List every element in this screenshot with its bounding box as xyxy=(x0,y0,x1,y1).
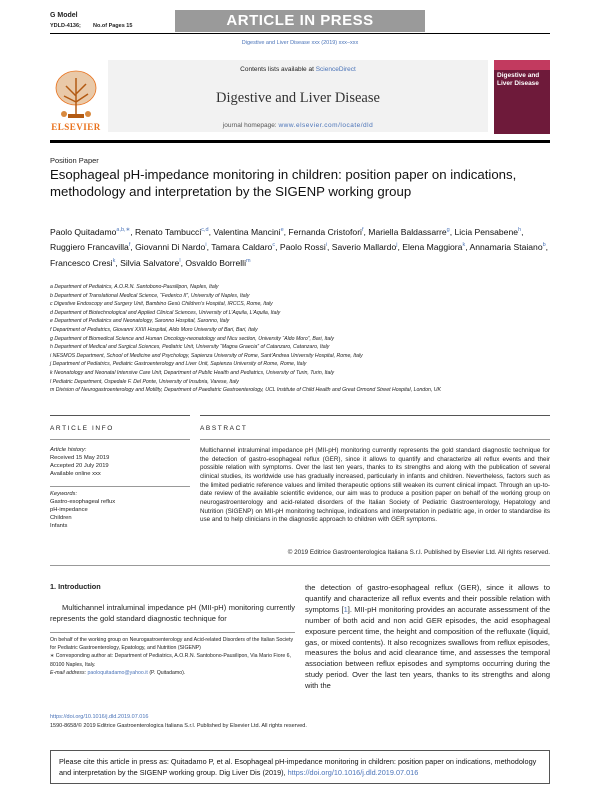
author-name[interactable]: Silvia Salvatore xyxy=(120,257,180,268)
citation-link[interactable]: 1 xyxy=(343,604,348,614)
affiliation: e Department of Pediatrics and Neonatology, Saronno Hospital, Saronno, Italy xyxy=(50,318,230,325)
author-separator: , xyxy=(363,226,369,237)
author-list xyxy=(50,224,550,270)
author-affiliation-marker[interactable]: k xyxy=(462,242,466,249)
received-date: Received 15 May 2019 xyxy=(50,455,110,461)
journal-title: Digestive and Liver Disease xyxy=(216,90,380,106)
author-affiliation-marker[interactable]: f xyxy=(361,227,364,233)
author-name[interactable]: Renato Tambucci xyxy=(134,226,202,237)
author-affiliation-marker[interactable]: a,b,∗ xyxy=(116,227,131,233)
author-affiliation-marker[interactable]: e xyxy=(280,227,284,233)
abstract-top-rule xyxy=(200,415,550,416)
author-separator: , xyxy=(130,242,136,253)
author-affiliation-marker[interactable]: j xyxy=(396,242,398,249)
article-info-heading: ARTICLE INFO xyxy=(50,425,114,432)
author-separator: , xyxy=(545,242,549,253)
keyword: pH-impedance xyxy=(50,507,88,513)
top-divider xyxy=(50,33,550,34)
author-name[interactable]: Paolo Rossi xyxy=(279,242,326,253)
homepage-line xyxy=(108,122,488,129)
affiliation: f Department of Pediatrics, Giovanni XXIII Hospital, Aldo Moro University of Bari, Bari, Italy xyxy=(50,326,258,333)
author-name[interactable]: Paolo Quitadamo xyxy=(50,226,117,237)
article-type: Position Paper xyxy=(50,156,99,165)
elsevier-wordmark: ELSEVIER xyxy=(51,122,101,132)
accepted-date: Accepted 20 July 2019 xyxy=(50,463,109,469)
author-separator: , xyxy=(130,226,135,237)
introduction-column-1: Multichannel intraluminal impedance pH (MII-pH) monitoring currently represents the gold standard diagnostic technique for xyxy=(50,603,295,623)
working-group-note: On behalf of the working group on Neurogastroenterology and Acid-related Disorders of the Italian Society for Pediatric Gastroenterology, Epatology, and Nutrition (SIGENP) xyxy=(50,637,294,652)
author-affiliation-marker[interactable]: i xyxy=(325,242,327,249)
affiliation: h Department of Medical and Surgical Sciences, Pediatric Unit, University “Magna Graecia” of Catanzaro, Catanzaro, Italy xyxy=(50,344,330,351)
author-affiliation-marker[interactable]: c,d xyxy=(201,227,209,233)
affiliation: a Department of Pediatrics, A.O.R.N. Santobono-Pausilipon, Naples, Italy xyxy=(50,284,219,290)
article-id: YDLD-4136; xyxy=(50,23,81,29)
email-link[interactable]: paoloquitadamo@yahoo.it xyxy=(87,669,148,676)
author-affiliation-marker[interactable]: c xyxy=(272,242,276,249)
email-line xyxy=(50,669,295,677)
author-separator: , xyxy=(397,242,403,253)
author-separator: , xyxy=(206,242,212,253)
author-affiliation-marker[interactable]: k xyxy=(112,257,116,264)
author-separator: , xyxy=(449,226,455,237)
model-label: G Model xyxy=(50,12,78,19)
contents-line xyxy=(108,66,488,73)
abstract-mid-rule xyxy=(200,439,550,440)
online-date: Available online xxx xyxy=(50,471,101,477)
author-name[interactable]: Francesco Cresi xyxy=(50,257,113,268)
issn-line: 1590-8658/© 2019 Editrice Gastroenterologica Italiana S.r.l. Published by Elsevier Ltd. All rights reserved. xyxy=(50,723,307,729)
author-affiliation-marker[interactable]: g xyxy=(446,227,450,233)
keyword: Children xyxy=(50,515,72,521)
affiliation: l Pediatric Department, Ospedale F. Del Ponte, University of Insubria, Varese, Italy xyxy=(50,378,239,385)
keywords-rule xyxy=(50,486,190,487)
cover-title: Digestive and Liver Disease xyxy=(497,72,540,87)
citation-text: Please cite this article in press as: Quitadamo P, et al. Esophageal pH-impedance monitoring in children: position paper on indications, methodology and interpretation by the SIGENP working group. Dig Liver Dis (2019), xyxy=(59,757,537,777)
page-count: No.of Pages 15 xyxy=(93,23,133,29)
abstract-heading: ABSTRACT xyxy=(200,425,248,432)
journal-citation-line[interactable]: Digestive and Liver Disease xxx (2019) xxx–xxx xyxy=(241,40,359,46)
abstract-bottom-rule xyxy=(50,565,550,566)
author-affiliation-marker[interactable]: b xyxy=(542,242,546,249)
author-separator: , xyxy=(115,257,121,268)
homepage-link[interactable]: www.elsevier.com/locate/dld xyxy=(278,122,374,129)
author-name[interactable]: Giovanni Di Nardo xyxy=(135,242,206,253)
keyword: Infants xyxy=(50,523,68,529)
abstract-text: Multichannel intraluminal impedance pH (MII-pH) monitoring currently represents the gold standard diagnostic technique for the detection of gastro-esophageal reflux (GER), since it allows to quantify and characterize all reflux events and their possible relation with symptoms. Over the last ten years, thanks to its strengths and along with the publication of several clinical studies, its worldwide use has gradually increased, particularly in infants and children. Nevertheless, factors such as the limited pediatric reference values and limited therapeutic options still weaken its current clinical impact. Through an up-to-date review of the available scientific evidence, our aim was to produce a position paper on behalf of the working group on neurogastroenterology and acid-related disorders of the Italian Society of Pediatric Gastroenterology, Hepatology and Nutrition (SIGENP) on MII-pH monitoring technique, indications and interpretation in pediatric age, in order to standardise its use and to help clinicians in the diagnostic approach to children with GER symptoms. xyxy=(200,447,550,524)
abstract-copyright: © 2019 Editrice Gastroenterologica Italiana S.r.l. Published by Elsevier Ltd. All rights reserved. xyxy=(287,549,550,556)
cover-strip xyxy=(494,60,550,70)
author-affiliation-marker[interactable]: m xyxy=(246,257,251,264)
author-name[interactable]: Ruggiero Francavilla xyxy=(50,242,129,253)
author-separator: , xyxy=(180,257,186,268)
author-affiliation-marker[interactable]: f xyxy=(128,242,131,249)
affiliation: c Digestive Endoscopy and Surgery Unit, Bambino Gesù Children’s Hospital, IRCCS, Rome, Italy xyxy=(50,301,273,308)
doi-link[interactable]: https://doi.org/10.1016/j.dld.2019.07.016 xyxy=(50,714,149,720)
author-affiliation-marker[interactable]: l xyxy=(179,257,181,264)
author-name[interactable]: Saverio Mallardo xyxy=(331,242,397,253)
author-name[interactable]: Valentina Mancini xyxy=(213,226,281,237)
article-in-press-banner: ARTICLE IN PRESS xyxy=(175,10,425,32)
affiliation: d Department of Biotechnological and Applied Clinical Sciences, University of L’Aquila, L’Aquila, Italy xyxy=(50,309,281,316)
affiliation: i NESMOS Department, School of Medicine and Psychology, Sapienza University of Rome, Sant’Andrea University Hospital, Rome, Italy xyxy=(50,352,363,359)
info-mid-rule xyxy=(50,439,190,440)
history-label: Article history: xyxy=(50,447,87,453)
citation-doi-link[interactable]: https://doi.org/10.1016/j.dld.2019.07.016 xyxy=(287,768,419,777)
email-suffix: (P. Quitadamo). xyxy=(149,669,186,676)
affiliation-list xyxy=(50,283,550,395)
header-divider xyxy=(50,140,550,143)
author-affiliation-marker[interactable]: h xyxy=(518,227,522,233)
intro-col2-text-b: ]. MII-pH monitoring provides an accurate assessment of the number of both acid and non acid GER episodes, the acid esophageal exposure percent time, the height and composition of the refluxate (liquid, gas, or mixed contents). It also recognizes swallows from reflux episodes, measures the bolus and acid clearance time, and assesses the temporal association between reflux episodes and symptoms occurring during the study period. Over the last ten years, thanks to its strengths and along with the xyxy=(305,604,550,691)
author-separator: , xyxy=(521,226,524,237)
keywords-block xyxy=(50,490,190,530)
author-affiliation-marker[interactable]: i xyxy=(205,242,207,249)
corresponding-author: ∗ Corresponding author at: Department of Pediatrics, A.O.R.N. Santobono-Pausilipon, Via Mario Fiore 6, 80100 Naples, Italy. xyxy=(50,653,291,668)
homepage-prefix: journal homepage: xyxy=(222,122,277,129)
sciencedirect-link[interactable]: ScienceDirect xyxy=(315,66,356,73)
author-name[interactable]: Fernanda Cristofori xyxy=(288,226,362,237)
affiliation: g Department of Biomedical Science and Human Oncology-neonatology and Nicu section, University “Aldo Moro”, Bari, Italy xyxy=(50,335,335,342)
affiliation: j Department of Pediatrics, Pediatric Gastroenterology and Liver Unit, Sapienza University of Rome, Rome, Italy xyxy=(50,361,307,368)
affiliation: k Neonatology and Neonatal Intensive Care Unit, Department of Public Health and Pediatrics, University of Turin, Turin, Italy xyxy=(50,369,335,376)
footnotes xyxy=(50,636,295,677)
author-name[interactable]: Tamara Caldaro xyxy=(211,242,273,253)
author-name[interactable]: Mariella Baldassarre xyxy=(368,226,447,237)
author-separator: , xyxy=(326,242,332,253)
intro-col2-text-a: the detection of gastro-esophageal reflux (GER), since it allows to quantify and characterize all reflux events and their possible relation with symptoms [ xyxy=(305,583,550,614)
author-separator: , xyxy=(208,226,214,237)
contents-prefix: Contents lists available at xyxy=(240,66,314,73)
author-separator: , xyxy=(283,226,289,237)
introduction-heading: 1. Introduction xyxy=(50,582,101,591)
article-title: Esophageal pH-impedance monitoring in children: position paper on indications, methodology and interpretation by the SIGENP working group xyxy=(50,167,517,199)
author-name[interactable]: Licia Pensabene xyxy=(454,226,519,237)
footnote-rule xyxy=(50,632,295,633)
author-separator: , xyxy=(465,242,470,253)
introduction-column-2 xyxy=(305,583,550,692)
email-label: E-mail address: xyxy=(50,669,87,676)
keywords-label: Keywords: xyxy=(50,491,78,497)
author-name[interactable]: Annamaria Staiano xyxy=(469,242,543,253)
affiliation: m Division of Neurogastroenterology and Motility, Department of Paediatric Gastroenterology, UCL Institute of Child Health and Great Ormond Street Hospital, London, UK xyxy=(50,387,441,394)
affiliation: b Department of Translational Medical Science, “Federico II”, University of Naples, Italy xyxy=(50,292,250,299)
keyword: Gastro-esophageal reflux xyxy=(50,499,116,505)
info-top-rule xyxy=(50,415,190,416)
citation-box xyxy=(50,750,550,784)
elsevier-tree-logo[interactable] xyxy=(50,66,102,130)
author-separator: , xyxy=(275,242,280,253)
author-name[interactable]: Elena Maggiora xyxy=(402,242,463,253)
author-name[interactable]: Osvaldo Borrelli xyxy=(185,257,246,268)
article-history xyxy=(50,446,190,478)
